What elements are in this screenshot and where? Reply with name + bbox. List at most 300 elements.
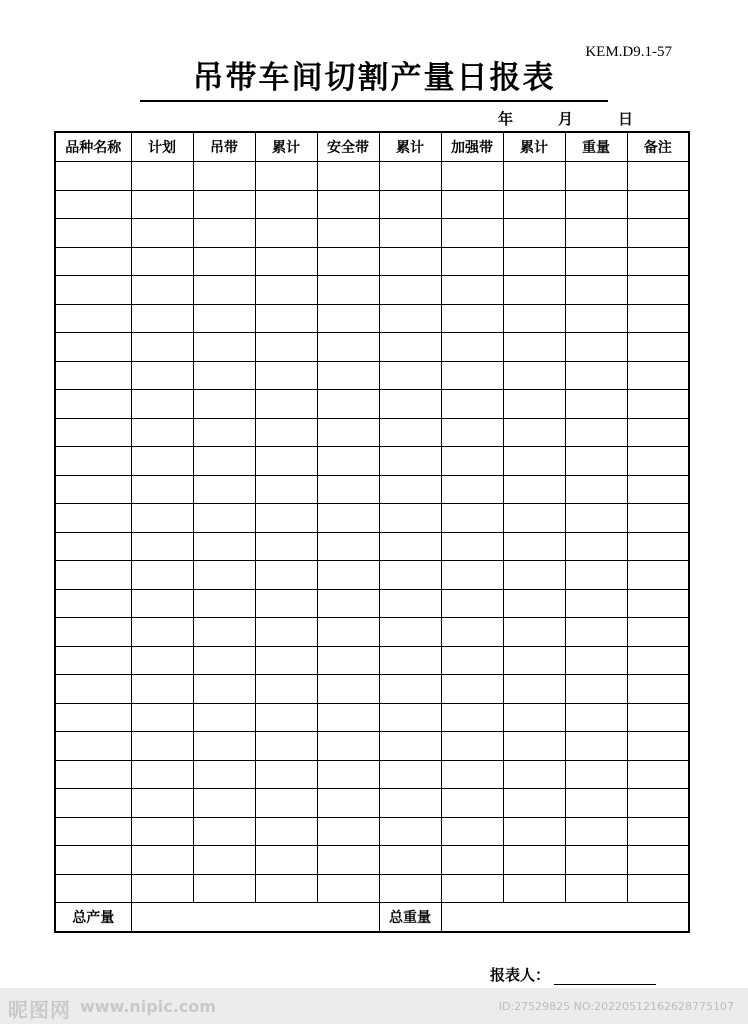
table-cell[interactable] — [565, 162, 627, 191]
table-cell[interactable] — [55, 675, 131, 704]
table-cell[interactable] — [379, 475, 441, 504]
table-cell[interactable] — [131, 333, 193, 362]
table-cell[interactable] — [379, 789, 441, 818]
table-cell[interactable] — [379, 390, 441, 419]
table-cell[interactable] — [193, 703, 255, 732]
table-body — [55, 162, 689, 933]
table-cell[interactable] — [379, 504, 441, 533]
table-row — [55, 760, 689, 789]
table-cell[interactable] — [55, 646, 131, 675]
table-cell[interactable] — [627, 703, 689, 732]
table-cell[interactable] — [317, 561, 379, 590]
table-cell[interactable] — [317, 732, 379, 761]
total-row — [55, 903, 689, 933]
watermark-bar — [0, 988, 748, 1024]
table-cell[interactable] — [317, 190, 379, 219]
table-cell[interactable] — [441, 817, 503, 846]
table-cell[interactable] — [193, 190, 255, 219]
watermark-logo: 昵图网 — [8, 998, 71, 1022]
table-cell[interactable] — [503, 475, 565, 504]
table-cell[interactable] — [627, 162, 689, 191]
table-cell[interactable] — [55, 219, 131, 248]
table-cell[interactable] — [565, 732, 627, 761]
table-cell[interactable] — [131, 162, 193, 191]
table-cell[interactable] — [441, 646, 503, 675]
table-cell[interactable] — [627, 760, 689, 789]
table-cell[interactable] — [193, 504, 255, 533]
table-cell[interactable] — [627, 390, 689, 419]
table-cell[interactable] — [565, 817, 627, 846]
table-cell[interactable] — [255, 333, 317, 362]
table-row — [55, 675, 689, 704]
table-cell[interactable] — [193, 817, 255, 846]
table-cell[interactable] — [503, 190, 565, 219]
table-cell[interactable] — [627, 219, 689, 248]
table-cell[interactable] — [503, 618, 565, 647]
table-cell[interactable] — [193, 475, 255, 504]
table-cell[interactable] — [503, 532, 565, 561]
table-cell[interactable] — [379, 760, 441, 789]
table-cell[interactable] — [55, 532, 131, 561]
table-cell[interactable] — [503, 817, 565, 846]
table-cell[interactable] — [255, 162, 317, 191]
table-cell[interactable] — [255, 646, 317, 675]
table-cell[interactable] — [131, 219, 193, 248]
table-cell[interactable] — [55, 789, 131, 818]
table-cell[interactable] — [565, 504, 627, 533]
table-cell[interactable] — [441, 190, 503, 219]
table-cell[interactable] — [131, 589, 193, 618]
table-row — [55, 333, 689, 362]
table-cell[interactable] — [255, 760, 317, 789]
table-cell[interactable] — [627, 817, 689, 846]
table-cell[interactable] — [627, 304, 689, 333]
table-cell[interactable] — [193, 675, 255, 704]
table-cell[interactable] — [379, 589, 441, 618]
table-cell[interactable] — [317, 219, 379, 248]
table-cell[interactable] — [441, 618, 503, 647]
table-cell[interactable] — [441, 219, 503, 248]
table-row — [55, 874, 689, 903]
table-cell[interactable] — [55, 304, 131, 333]
table-cell[interactable] — [627, 504, 689, 533]
table-cell[interactable] — [627, 361, 689, 390]
table-cell[interactable] — [55, 361, 131, 390]
table-cell[interactable] — [131, 817, 193, 846]
table-cell[interactable] — [627, 646, 689, 675]
reporter-signature — [490, 964, 656, 985]
table-row — [55, 304, 689, 333]
table-cell[interactable] — [193, 561, 255, 590]
table-cell[interactable] — [131, 475, 193, 504]
table-cell[interactable] — [379, 561, 441, 590]
table-cell[interactable] — [503, 162, 565, 191]
table-cell[interactable] — [379, 675, 441, 704]
table-cell[interactable] — [565, 760, 627, 789]
table-cell[interactable] — [317, 304, 379, 333]
table-cell[interactable] — [503, 447, 565, 476]
table-cell[interactable] — [193, 304, 255, 333]
table-cell[interactable] — [255, 190, 317, 219]
table-cell[interactable] — [379, 532, 441, 561]
table-row — [55, 532, 689, 561]
table-cell[interactable] — [255, 817, 317, 846]
table-row — [55, 190, 689, 219]
table-cell[interactable] — [565, 703, 627, 732]
table-cell[interactable] — [317, 789, 379, 818]
table-cell[interactable] — [441, 532, 503, 561]
table-cell[interactable] — [565, 846, 627, 875]
table-cell[interactable] — [131, 304, 193, 333]
table-cell[interactable] — [255, 390, 317, 419]
table-cell[interactable] — [503, 219, 565, 248]
column-header: 计划 — [131, 132, 193, 162]
table-cell[interactable] — [193, 646, 255, 675]
table-cell[interactable] — [627, 675, 689, 704]
table-cell[interactable] — [255, 618, 317, 647]
table-cell[interactable] — [255, 418, 317, 447]
table-cell[interactable] — [503, 760, 565, 789]
table-cell[interactable] — [379, 276, 441, 305]
table-cell[interactable] — [565, 190, 627, 219]
table-cell[interactable] — [379, 817, 441, 846]
table-cell[interactable] — [317, 618, 379, 647]
table-cell[interactable] — [627, 589, 689, 618]
table-cell[interactable] — [193, 874, 255, 903]
table-cell[interactable] — [131, 418, 193, 447]
table-cell[interactable] — [627, 732, 689, 761]
table-cell[interactable] — [317, 589, 379, 618]
table-cell[interactable] — [255, 703, 317, 732]
table-cell[interactable] — [55, 447, 131, 476]
table-cell[interactable] — [503, 333, 565, 362]
table-cell[interactable] — [317, 760, 379, 789]
table-cell[interactable] — [503, 418, 565, 447]
table-cell[interactable] — [255, 732, 317, 761]
table-cell[interactable] — [503, 874, 565, 903]
table-cell[interactable] — [565, 219, 627, 248]
table-cell[interactable] — [55, 703, 131, 732]
table-cell[interactable] — [131, 504, 193, 533]
table-cell[interactable] — [565, 361, 627, 390]
table-cell[interactable] — [131, 675, 193, 704]
table-cell[interactable] — [131, 732, 193, 761]
table-cell[interactable] — [255, 789, 317, 818]
table-cell[interactable] — [441, 846, 503, 875]
table-cell[interactable] — [317, 333, 379, 362]
table-cell[interactable] — [193, 219, 255, 248]
table-cell[interactable] — [193, 276, 255, 305]
table-cell[interactable] — [565, 618, 627, 647]
table-cell[interactable] — [441, 276, 503, 305]
table-cell[interactable] — [441, 162, 503, 191]
table-cell[interactable] — [503, 276, 565, 305]
table-cell[interactable] — [565, 333, 627, 362]
table-cell[interactable] — [55, 190, 131, 219]
table-cell[interactable] — [255, 276, 317, 305]
table-cell[interactable] — [131, 561, 193, 590]
column-header: 加强带 — [441, 132, 503, 162]
date-year-label: 年 — [498, 110, 514, 128]
table-cell[interactable] — [317, 418, 379, 447]
table-cell[interactable] — [441, 304, 503, 333]
table-cell[interactable] — [193, 247, 255, 276]
table-cell[interactable] — [193, 162, 255, 191]
table-cell[interactable] — [441, 361, 503, 390]
table-cell[interactable] — [317, 675, 379, 704]
table-row — [55, 646, 689, 675]
table-cell[interactable] — [55, 760, 131, 789]
table-cell[interactable] — [131, 618, 193, 647]
table-cell[interactable] — [503, 846, 565, 875]
total-output-value[interactable] — [131, 903, 379, 933]
table-cell[interactable] — [131, 532, 193, 561]
table-cell[interactable] — [317, 532, 379, 561]
table-cell[interactable] — [441, 504, 503, 533]
table-cell[interactable] — [55, 418, 131, 447]
table-row — [55, 504, 689, 533]
table-cell[interactable] — [379, 703, 441, 732]
table-cell[interactable] — [193, 589, 255, 618]
table-cell[interactable] — [379, 219, 441, 248]
table-cell[interactable] — [131, 390, 193, 419]
table-row — [55, 390, 689, 419]
table-cell[interactable] — [379, 304, 441, 333]
table-cell[interactable] — [317, 276, 379, 305]
table-cell[interactable] — [441, 247, 503, 276]
table-cell[interactable] — [379, 418, 441, 447]
table-cell[interactable] — [627, 418, 689, 447]
table-cell[interactable] — [255, 874, 317, 903]
table-cell[interactable] — [627, 561, 689, 590]
table-cell[interactable] — [565, 247, 627, 276]
total-weight-value[interactable] — [441, 903, 689, 933]
table-cell[interactable] — [55, 732, 131, 761]
column-header: 安全带 — [317, 132, 379, 162]
table-cell[interactable] — [193, 390, 255, 419]
table-cell[interactable] — [255, 361, 317, 390]
table-cell[interactable] — [627, 190, 689, 219]
table-cell[interactable] — [627, 475, 689, 504]
date-month-label: 月 — [558, 110, 574, 128]
table-cell[interactable] — [131, 703, 193, 732]
table-row — [55, 789, 689, 818]
watermark-url: www.nipic.com — [80, 997, 216, 1016]
table-cell[interactable] — [565, 874, 627, 903]
column-header: 吊带 — [193, 132, 255, 162]
table-cell[interactable] — [317, 703, 379, 732]
table-cell[interactable] — [441, 475, 503, 504]
table-cell[interactable] — [565, 675, 627, 704]
table-cell[interactable] — [565, 390, 627, 419]
table-cell[interactable] — [255, 475, 317, 504]
page-title: 吊带车间切割产量日报表 — [140, 56, 608, 102]
table-cell[interactable] — [255, 247, 317, 276]
table-cell[interactable] — [627, 447, 689, 476]
table-cell[interactable] — [255, 532, 317, 561]
table-cell[interactable] — [55, 589, 131, 618]
table-cell[interactable] — [441, 874, 503, 903]
table-cell[interactable] — [317, 504, 379, 533]
table-cell[interactable] — [441, 760, 503, 789]
table-row — [55, 846, 689, 875]
table-cell[interactable] — [441, 447, 503, 476]
table-cell[interactable] — [193, 418, 255, 447]
table-cell[interactable] — [55, 817, 131, 846]
table-cell[interactable] — [503, 589, 565, 618]
table-cell[interactable] — [317, 361, 379, 390]
table-cell[interactable] — [55, 247, 131, 276]
table-cell[interactable] — [565, 589, 627, 618]
table-cell[interactable] — [317, 447, 379, 476]
table-cell[interactable] — [131, 874, 193, 903]
table-cell[interactable] — [255, 561, 317, 590]
table-cell[interactable] — [627, 789, 689, 818]
table-cell[interactable] — [379, 162, 441, 191]
table-cell[interactable] — [55, 276, 131, 305]
table-cell[interactable] — [441, 390, 503, 419]
table-cell[interactable] — [317, 247, 379, 276]
table-cell[interactable] — [565, 276, 627, 305]
table-cell[interactable] — [255, 675, 317, 704]
table-cell[interactable] — [627, 846, 689, 875]
table-cell[interactable] — [503, 361, 565, 390]
column-header: 重量 — [565, 132, 627, 162]
table-cell[interactable] — [565, 304, 627, 333]
table-cell[interactable] — [55, 390, 131, 419]
table-cell[interactable] — [503, 561, 565, 590]
table-cell[interactable] — [503, 304, 565, 333]
table-cell[interactable] — [627, 532, 689, 561]
total-output-label: 总产量 — [55, 903, 131, 933]
table-cell[interactable] — [565, 418, 627, 447]
table-cell[interactable] — [131, 789, 193, 818]
reporter-label: 报表人： — [490, 966, 551, 984]
table-cell[interactable] — [379, 732, 441, 761]
table-cell[interactable] — [193, 532, 255, 561]
table-cell[interactable] — [565, 532, 627, 561]
table-cell[interactable] — [55, 874, 131, 903]
table-row — [55, 618, 689, 647]
table-cell[interactable] — [441, 561, 503, 590]
table-cell[interactable] — [131, 276, 193, 305]
table-row — [55, 703, 689, 732]
table-cell[interactable] — [317, 390, 379, 419]
table-cell[interactable] — [503, 732, 565, 761]
table-cell[interactable] — [441, 703, 503, 732]
table-cell[interactable] — [193, 760, 255, 789]
table-cell[interactable] — [255, 447, 317, 476]
table-cell[interactable] — [317, 817, 379, 846]
table-cell[interactable] — [255, 304, 317, 333]
table-cell[interactable] — [503, 646, 565, 675]
reporter-signature-line[interactable] — [554, 970, 656, 985]
table-cell[interactable] — [627, 874, 689, 903]
table-cell[interactable] — [317, 162, 379, 191]
table-cell[interactable] — [131, 447, 193, 476]
table-cell[interactable] — [255, 846, 317, 875]
table-cell[interactable] — [255, 504, 317, 533]
table-row — [55, 561, 689, 590]
table-cell[interactable] — [55, 504, 131, 533]
table-cell[interactable] — [379, 646, 441, 675]
table-cell[interactable] — [441, 418, 503, 447]
table-cell[interactable] — [55, 333, 131, 362]
table-cell[interactable] — [131, 760, 193, 789]
table-cell[interactable] — [379, 846, 441, 875]
table-cell[interactable] — [503, 789, 565, 818]
table-cell[interactable] — [317, 846, 379, 875]
table-row — [55, 475, 689, 504]
table-cell[interactable] — [193, 618, 255, 647]
table-cell[interactable] — [193, 333, 255, 362]
table-cell[interactable] — [565, 561, 627, 590]
table-cell[interactable] — [627, 618, 689, 647]
table-cell[interactable] — [379, 874, 441, 903]
table-cell[interactable] — [55, 475, 131, 504]
table-row — [55, 219, 689, 248]
table-cell[interactable] — [379, 447, 441, 476]
table-cell[interactable] — [55, 618, 131, 647]
table-cell[interactable] — [317, 874, 379, 903]
table-cell[interactable] — [55, 162, 131, 191]
table-cell[interactable] — [193, 447, 255, 476]
table-cell[interactable] — [379, 361, 441, 390]
table-cell[interactable] — [131, 361, 193, 390]
table-cell[interactable] — [503, 703, 565, 732]
table-cell[interactable] — [131, 190, 193, 219]
table-cell[interactable] — [565, 646, 627, 675]
table-cell[interactable] — [55, 846, 131, 875]
table-cell[interactable] — [441, 789, 503, 818]
table-cell[interactable] — [379, 190, 441, 219]
table-cell[interactable] — [131, 247, 193, 276]
table-cell[interactable] — [193, 789, 255, 818]
table-cell[interactable] — [317, 475, 379, 504]
column-header: 累计 — [379, 132, 441, 162]
table-cell[interactable] — [317, 646, 379, 675]
table-header-row — [55, 132, 689, 162]
table-cell[interactable] — [131, 846, 193, 875]
table-cell[interactable] — [255, 589, 317, 618]
table-cell[interactable] — [503, 247, 565, 276]
table-cell[interactable] — [55, 561, 131, 590]
table-cell[interactable] — [627, 247, 689, 276]
table-cell[interactable] — [627, 333, 689, 362]
table-cell[interactable] — [441, 675, 503, 704]
table-cell[interactable] — [565, 789, 627, 818]
table-cell[interactable] — [193, 846, 255, 875]
table-cell[interactable] — [255, 219, 317, 248]
table-cell[interactable] — [565, 447, 627, 476]
table-cell[interactable] — [503, 675, 565, 704]
table-cell[interactable] — [441, 732, 503, 761]
table-cell[interactable] — [379, 333, 441, 362]
table-cell[interactable] — [441, 333, 503, 362]
table-cell[interactable] — [193, 361, 255, 390]
table-cell[interactable] — [503, 390, 565, 419]
table-cell[interactable] — [627, 276, 689, 305]
table-cell[interactable] — [565, 475, 627, 504]
table-cell[interactable] — [131, 646, 193, 675]
column-header: 品种名称 — [55, 132, 131, 162]
table-row — [55, 732, 689, 761]
table-cell[interactable] — [379, 618, 441, 647]
table-cell[interactable] — [503, 504, 565, 533]
table-cell[interactable] — [193, 732, 255, 761]
table-cell[interactable] — [379, 247, 441, 276]
table-cell[interactable] — [441, 589, 503, 618]
